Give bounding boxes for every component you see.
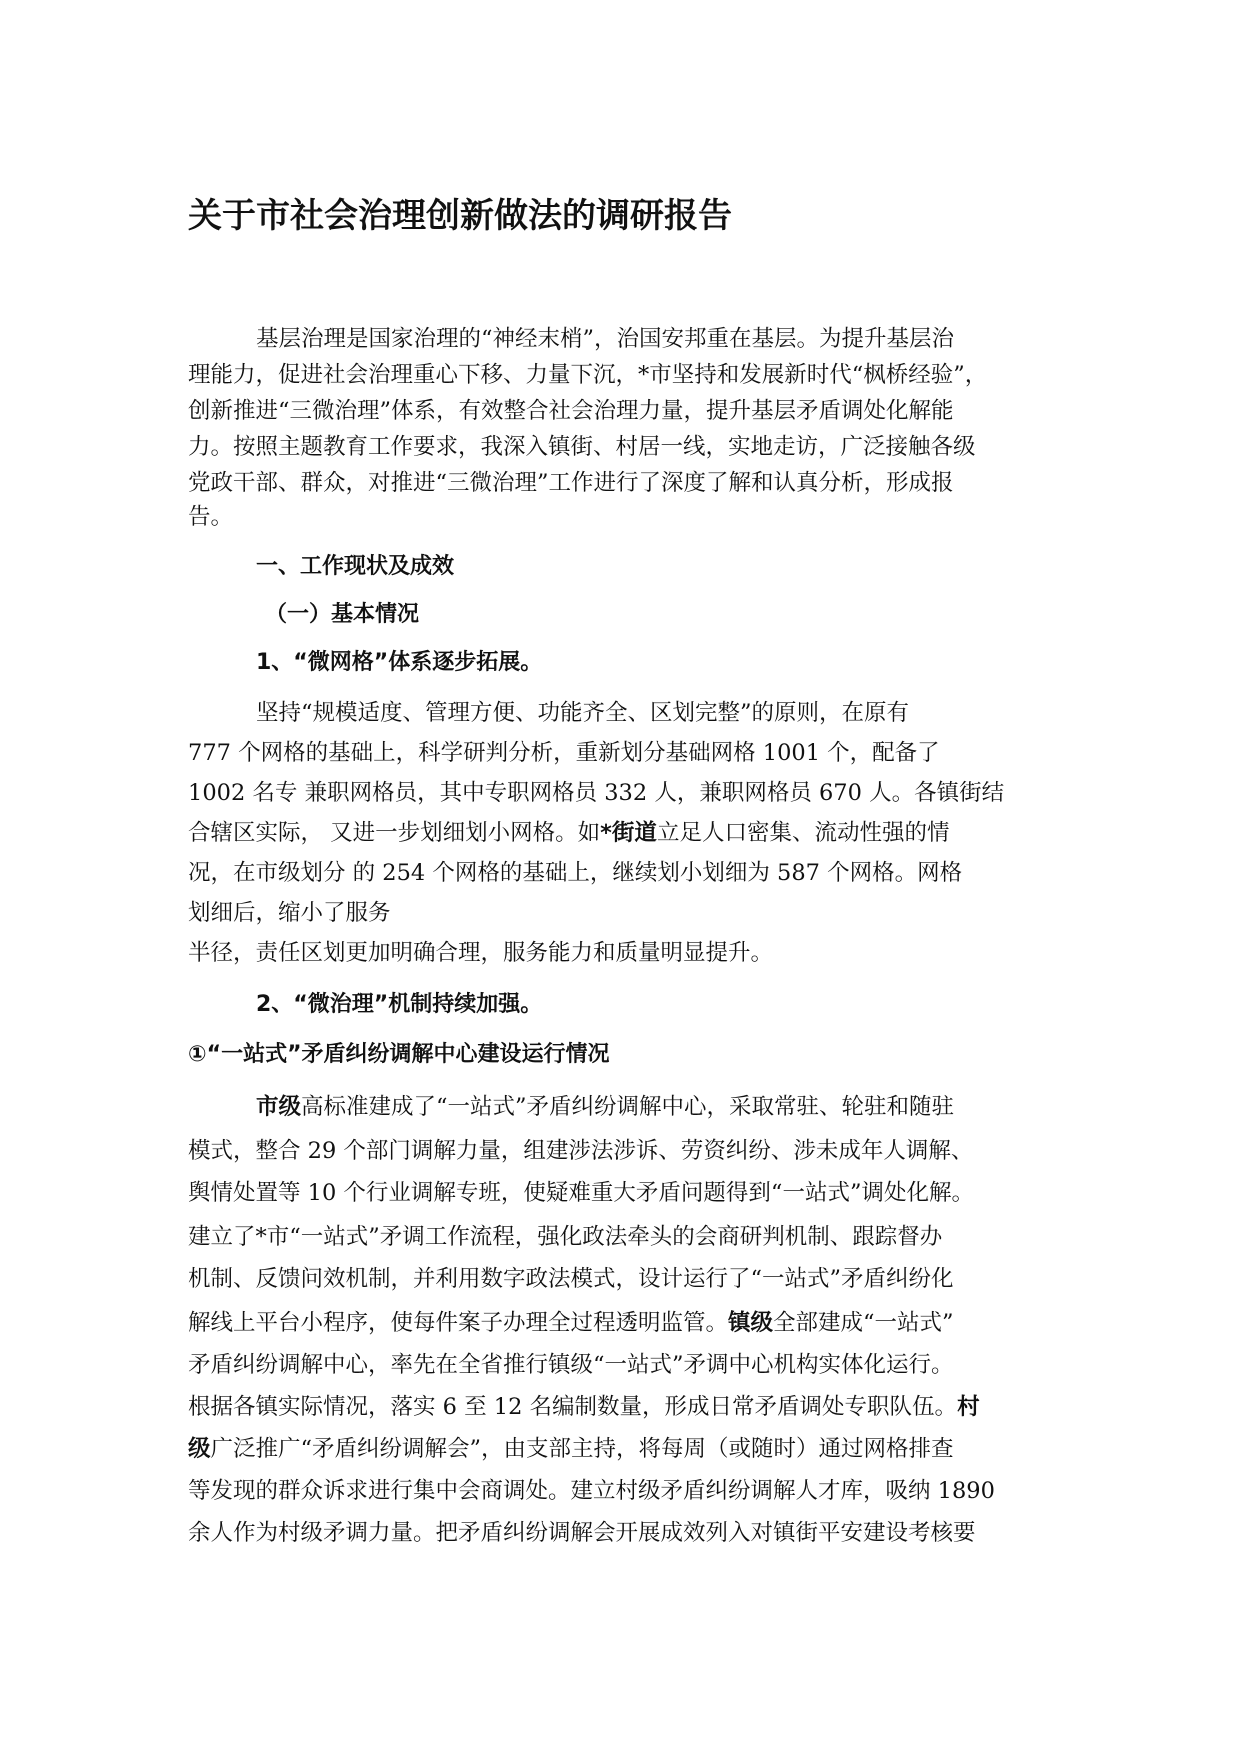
- item2-subheading: ①“一站式”矛盾纠纷调解中心建设运行情况: [188, 1042, 610, 1067]
- section-heading-1: 一、工作现状及成效: [256, 554, 455, 579]
- item1-line-4: [188, 818, 949, 848]
- page-title: 关于市社会治理创新做法的调研报告: [188, 196, 732, 236]
- item1-line-3: 1002 名专 兼职网格员，其中专职网格员 332 人，兼职网格员 670 人。各镇街结: [188, 780, 1005, 806]
- item-heading-2: 2、“微治理”机制持续加强。: [256, 992, 543, 1017]
- item1-line-5: 况，在市级划分 的 254 个网格的基础上，继续划小划细为 587 个网格。网格: [188, 860, 963, 886]
- item2-line-9: [188, 1434, 954, 1464]
- item2-line-6-post: 全部建成“一站式”: [773, 1310, 954, 1336]
- item2-line-10: 等发现的群众诉求进行集中会商调处。建立村级矛盾纠纷调解人才库，吸纳 1890: [188, 1478, 995, 1504]
- intro-line-6: 告。: [188, 504, 234, 530]
- item2-town-level: 镇级: [728, 1310, 774, 1336]
- intro-line-3: 创新推进“三微治理”体系，有效整合社会治理力量，提升基层矛盾调处化解能: [188, 398, 954, 424]
- intro-line-5: 党政干部、群众，对推进“三微治理”工作进行了深度了解和认真分析，形成报: [188, 470, 954, 496]
- intro-line-4: 力。按照主题教育工作要求，我深入镇街、村居一线，实地走访，广泛接触各级: [188, 434, 976, 460]
- item2-line-8: [188, 1392, 980, 1422]
- item2-village-char-2: 级: [188, 1436, 211, 1462]
- item2-line-6: [188, 1308, 954, 1338]
- item2-line-5: 机制、反馈问效机制，并利用数字政法模式，设计运行了“一站式”矛盾纠纷化: [188, 1266, 954, 1292]
- item2-line-1: [256, 1092, 954, 1122]
- item1-line-2: 777 个网格的基础上，科学研判分析，重新划分基础网格 1001 个，配备了: [188, 740, 940, 766]
- item2-line-9-rest: 广泛推广“矛盾纠纷调解会”，由支部主持，将每周（或随时）通过网格排查: [210, 1436, 954, 1462]
- item-heading-1: 1、“微网格”体系逐步拓展。: [256, 650, 543, 675]
- intro-line-1: 基层治理是国家治理的“神经末梢”，治国安邦重在基层。为提升基层治: [256, 326, 955, 352]
- intro-line-2: 理能力，促进社会治理重心下移、力量下沉，*市坚持和发展新时代“枫桥经验”，: [188, 362, 988, 388]
- subsection-heading-1: （一）基本情况: [265, 602, 420, 627]
- item1-line-4-start: 合辖区实际， 又进一步划细划小网格。如: [188, 820, 601, 846]
- item2-village-char-1: 村: [957, 1394, 980, 1420]
- item2-line-7: 矛盾纠纷调解中心，率先在全省推行镇级“一站式”矛调中心机构实体化运行。: [188, 1352, 954, 1378]
- item2-line-3: 舆情处置等 10 个行业调解专班，使疑难重大矛盾问题得到“一站式”调处化解。: [188, 1180, 974, 1206]
- item1-line-4-end: 立足人口密集、流动性强的情: [656, 820, 950, 846]
- item2-line-11: 余人作为村级矛调力量。把矛盾纠纷调解会开展成效列入对镇街平安建设考核要: [188, 1520, 976, 1546]
- item2-line-2: 模式，整合 29 个部门调解力量，组建涉法涉诉、劳资纠纷、涉未成年人调解、: [188, 1138, 974, 1164]
- item2-line-4: 建立了*市“一站式”矛调工作流程，强化政法牵头的会商研判机制、跟踪督办: [188, 1224, 943, 1250]
- item2-city-level: 市级: [256, 1094, 302, 1120]
- item1-line-6: 划细后，缩小了服务: [188, 900, 391, 926]
- item1-line-1: 坚持“规模适度、管理方便、功能齐全、区划完整”的原则，在原有: [256, 700, 910, 726]
- item1-street-name: *街道: [600, 820, 657, 846]
- item2-line-8-pre: 根据各镇实际情况，落实 6 至 12 名编制数量，形成日常矛盾调处专职队伍。: [188, 1394, 958, 1420]
- item2-line-1-rest: 高标准建成了“一站式”矛盾纠纷调解中心，采取常驻、轮驻和随驻: [301, 1094, 955, 1120]
- item2-line-6-pre: 解线上平台小程序，使每件案子办理全过程透明监管。: [188, 1310, 729, 1336]
- item1-line-7: 半径，责任区划更加明确合理，服务能力和质量明显提升。: [188, 940, 774, 966]
